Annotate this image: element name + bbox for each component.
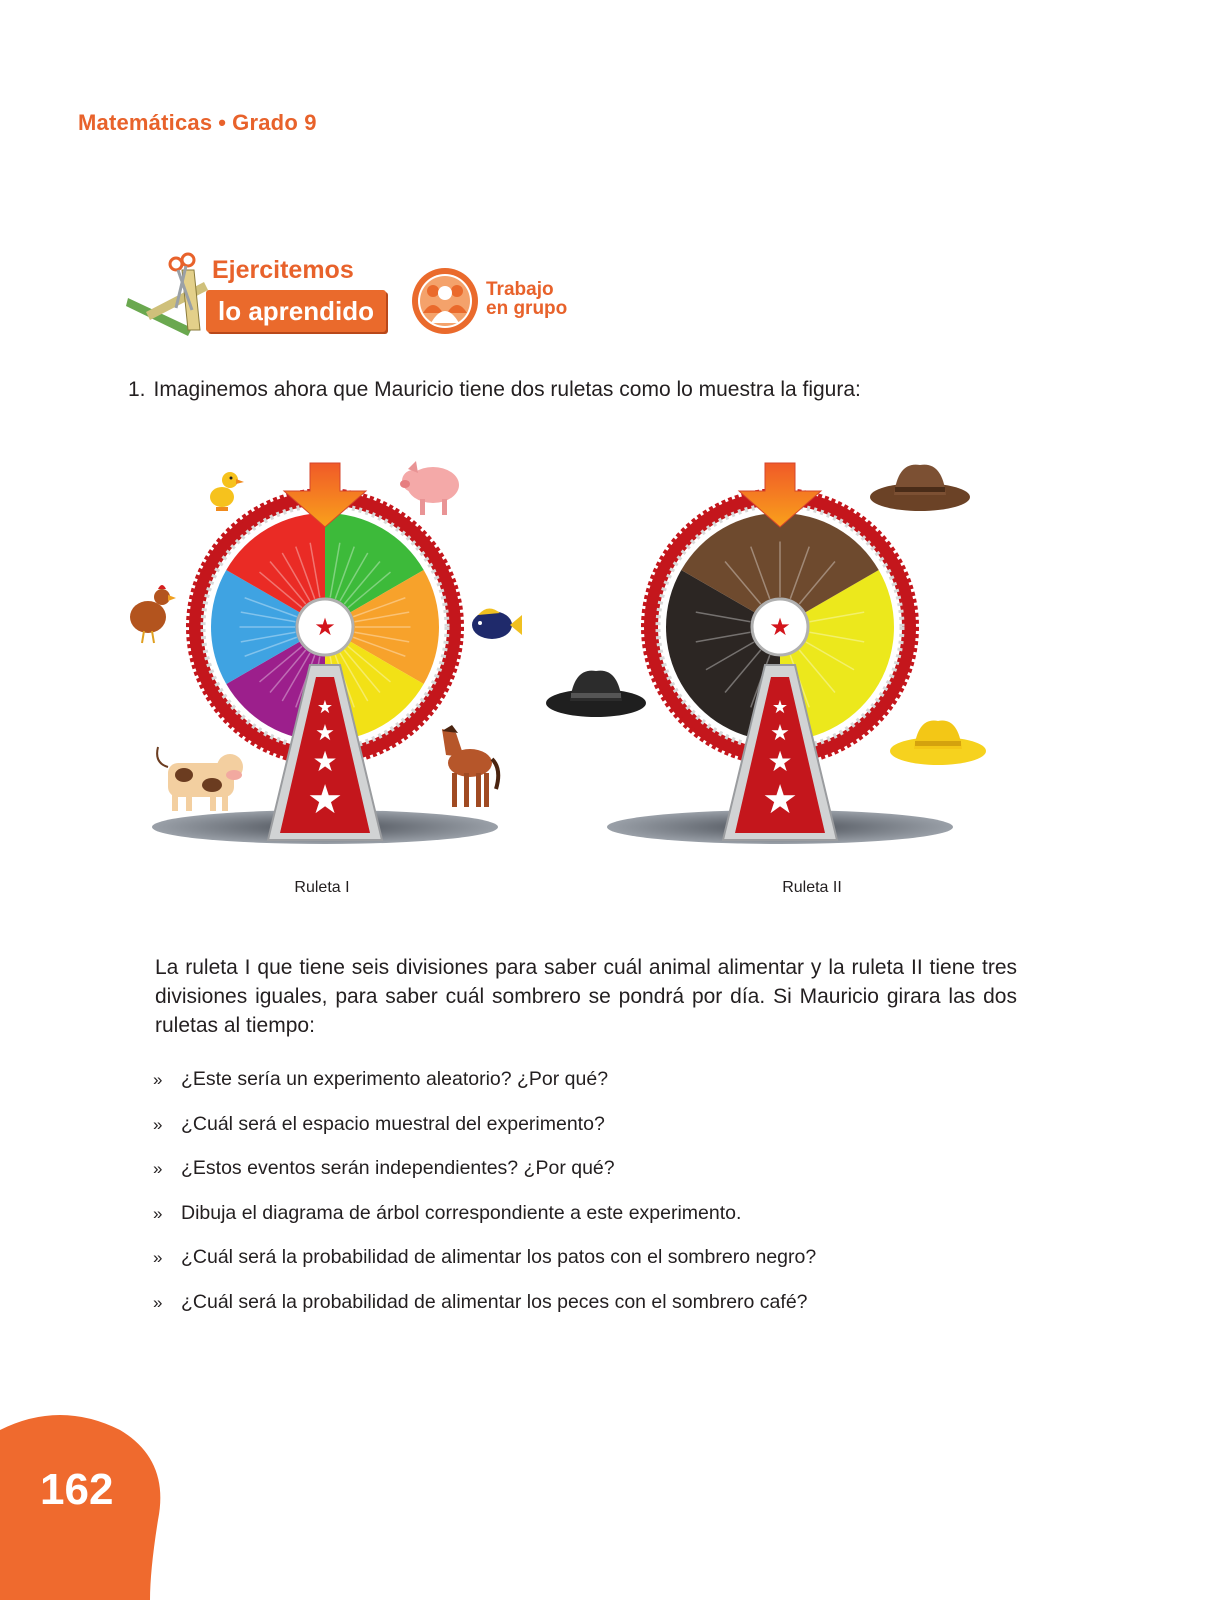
list-item [153,1246,1033,1291]
list-item-text: ¿Cuál será la probabilidad de alimentar los peces con el sombrero café? [181,1290,808,1313]
svg-text:★: ★ [771,697,789,718]
grade-label: Grado 9 [232,110,317,135]
section-badge [126,250,586,350]
roulette-1-caption: Ruleta I [294,879,350,896]
duck-icon [210,472,244,511]
cow-icon [157,747,243,811]
svg-text:★: ★ [762,777,798,823]
bullet-mark: » [153,1292,163,1312]
page-number: 162 [40,1465,114,1514]
list-item [153,1291,1033,1336]
pig-icon [400,461,459,515]
subject-label: Matemáticas [78,110,213,135]
list-item-text: ¿Este sería un experimento aleatorio? ¿Por qué? [181,1068,609,1090]
roulette-2 [546,463,986,844]
black-hat-icon [546,671,646,717]
group-label-line2: en grupo [486,298,568,319]
group-label-line1: Trabajo [486,279,554,300]
badge-title-line2: lo aprendido [206,290,386,332]
svg-text:★: ★ [307,777,343,823]
roulette-1 [130,461,522,844]
group-work-icon [411,267,479,335]
svg-text:★: ★ [767,745,793,778]
svg-text:★: ★ [314,613,336,641]
horse-icon [442,725,498,807]
bullet-mark: » [153,1159,163,1179]
header-separator: • [218,110,227,135]
question-number: 1. [128,378,146,401]
list-item [153,1157,1033,1202]
bullet-mark: » [153,1248,163,1268]
list-item [153,1068,1033,1113]
list-item [153,1202,1033,1247]
page-header [78,110,317,136]
list-item-text: ¿Cuál será el espacio muestral del experimento? [181,1112,605,1135]
bullet-mark: » [153,1070,163,1089]
question-text: Imaginemos ahora que Mauricio tiene dos ruletas como lo muestra la figura: [153,378,861,401]
svg-text:★: ★ [316,697,334,718]
brown-hat-icon [870,465,970,511]
problem-paragraph: La ruleta I que tiene seis divisiones para saber cuál animal alimentar y la ruleta II tiene tres divisiones iguales, para saber cuál sombrero se pondrá por día. Si Mauricio girara las dos ruletas al tiempo: [155,956,1017,1037]
badge-title-line1: Ejercitemos [212,256,354,284]
question-1 [128,378,861,402]
svg-text:★: ★ [769,613,791,641]
hen-icon [130,585,176,643]
fish-icon [472,608,522,639]
list-item-text: ¿Estos eventos serán independientes? ¿Por qué? [181,1157,615,1180]
list-item [153,1113,1033,1158]
list-item-text: ¿Cuál será la probabilidad de alimentar los patos con el sombrero negro? [181,1246,817,1269]
group-work-label [486,280,567,318]
list-item-text: Dibuja el diagrama de árbol correspondiente a este experimento. [181,1201,742,1224]
roulette-2-caption: Ruleta II [782,879,842,896]
question-list [153,1068,1033,1336]
bullet-mark: » [153,1203,163,1223]
ruler-scissors-icon [126,250,216,340]
bullet-mark: » [153,1114,163,1134]
roulette-figure [120,455,1000,896]
svg-text:★: ★ [770,721,790,746]
svg-text:★: ★ [312,745,338,778]
svg-text:★: ★ [315,721,335,746]
yellow-hat-icon [890,721,986,765]
